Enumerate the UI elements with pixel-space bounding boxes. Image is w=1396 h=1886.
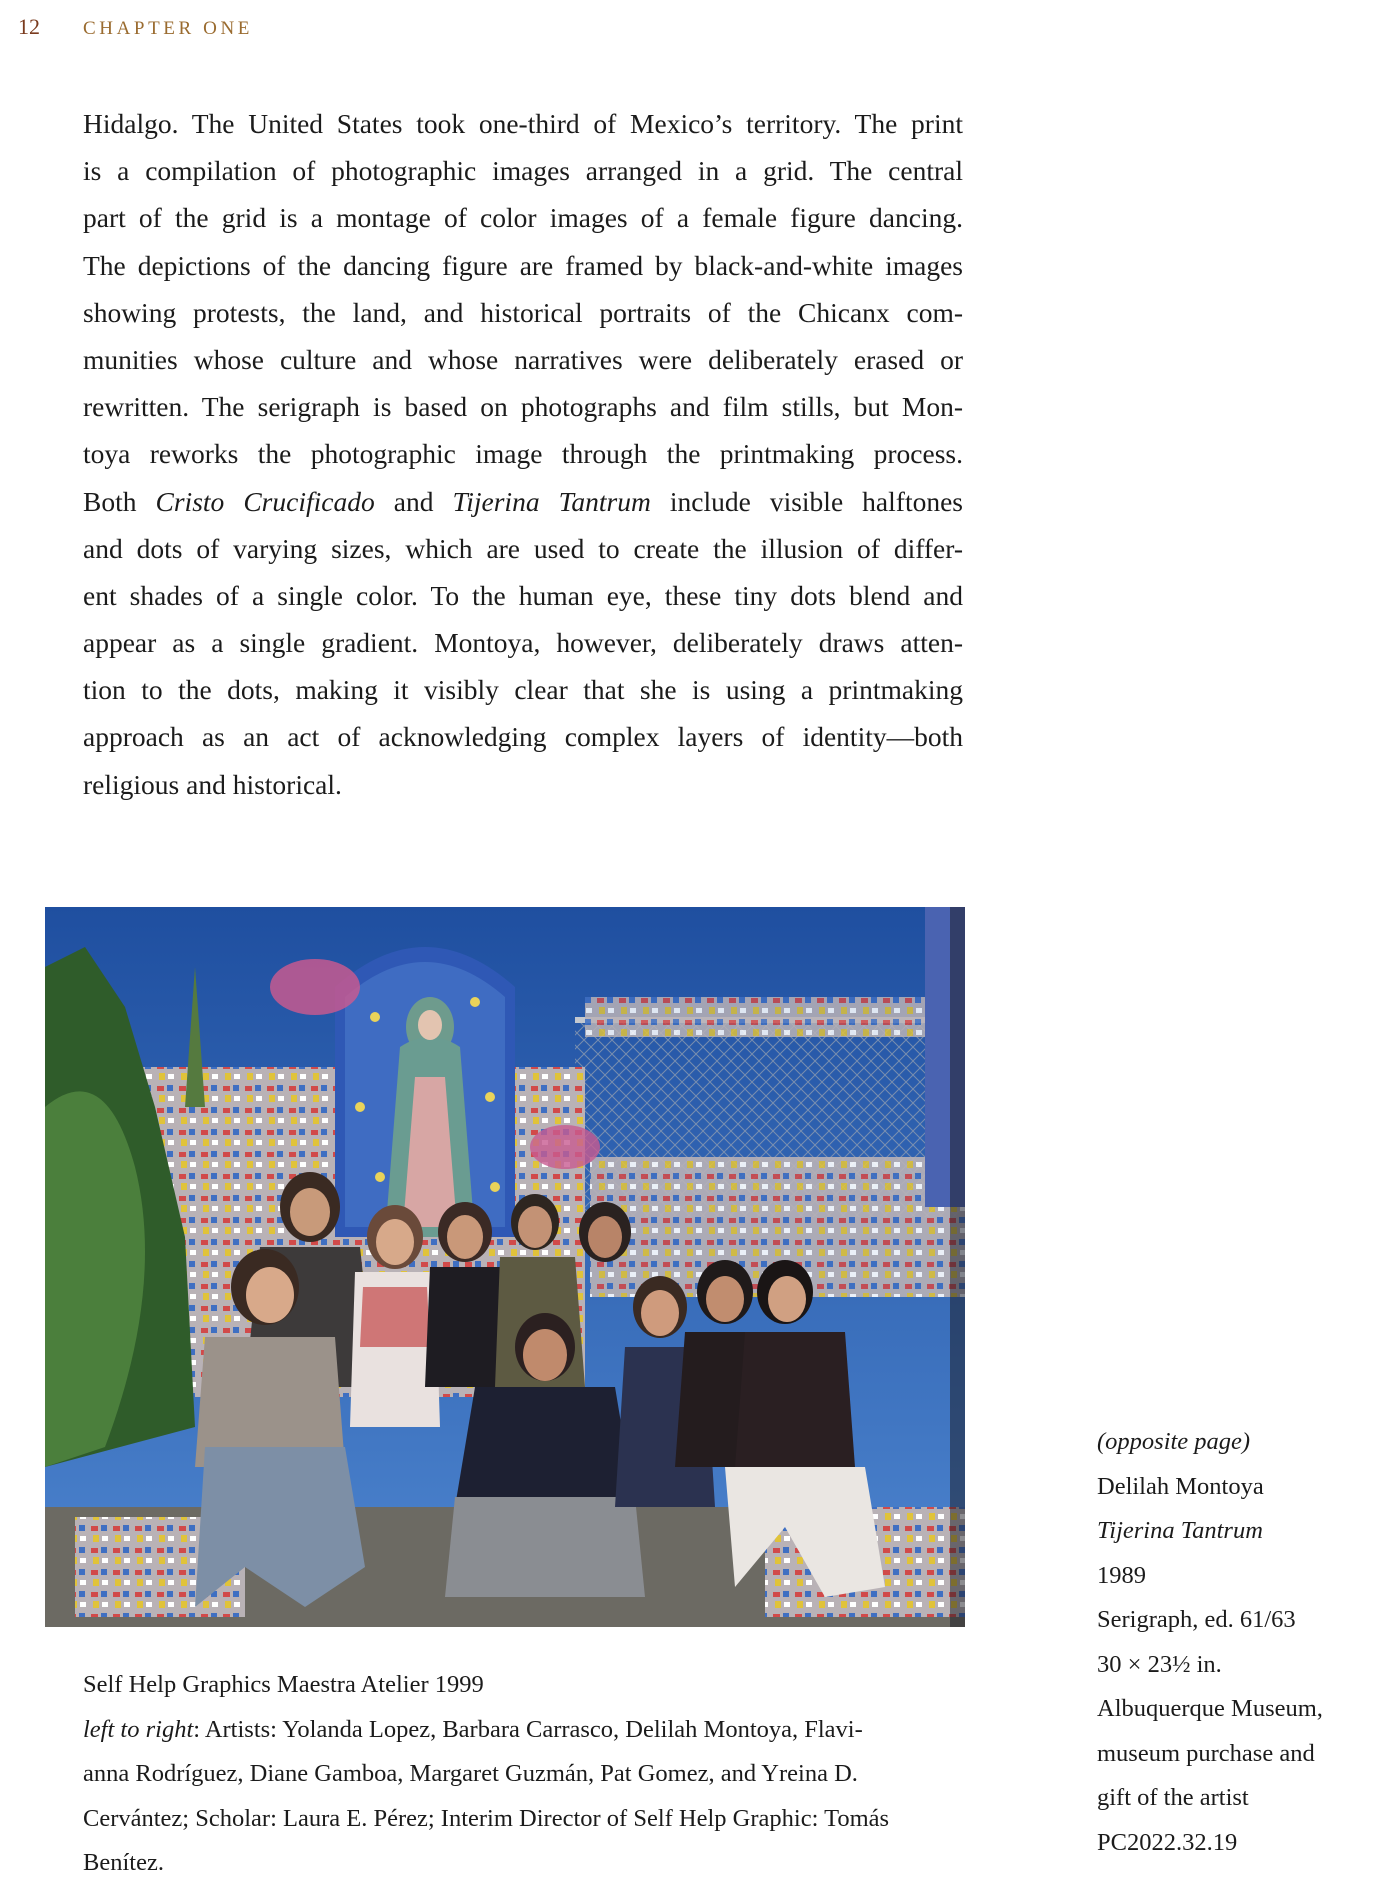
artwork-title: Cristo Crucificado — [155, 485, 375, 517]
body-line — [83, 478, 963, 525]
caption-collection: gift of the artist — [1097, 1784, 1249, 1811]
body-line: The depictions of the dancing figure are framed by black-and-white images — [83, 249, 963, 281]
caption-line: Benítez. — [83, 1849, 164, 1876]
body-line: part of the grid is a montage of color images of a female figure dancing. — [83, 202, 963, 234]
body-line: showing protests, the land, and historical portraits of the Chicanx com- — [83, 296, 963, 328]
body-line: ent shades of a single color. To the human eye, these tiny dots blend and — [83, 579, 963, 611]
running-head — [18, 14, 253, 44]
caption-collection: Albuquerque Museum, — [1097, 1695, 1323, 1722]
body-line: Hidalgo. The United States took one-third of Mexico’s territory. The print — [83, 108, 963, 139]
body-line: and dots of varying sizes, which are used to create the illusion of differ- — [83, 532, 963, 564]
artwork-title: Tijerina Tantrum — [452, 485, 651, 517]
body-line: appear as a single gradient. Montoya, however, deliberately draws atten- — [83, 627, 963, 659]
body-line: is a compilation of photographic images arranged in a grid. The central — [83, 155, 963, 187]
chapter-title: CHAPTER ONE — [83, 18, 253, 39]
caption-accession: PC2022.32.19 — [1097, 1828, 1238, 1856]
body-line: rewritten. The serigraph is based on photographs and film stills, but Mon- — [83, 391, 963, 423]
artwork-caption — [1097, 1420, 1387, 1865]
caption-line: Cervántez; Scholar: Laura E. Pérez; Interim Director of Self Help Graphic: Tomás — [83, 1804, 890, 1832]
caption-line: anna Rodríguez, Diane Gamboa, Margaret Guzmán, Pat Gomez, and Yreina D. — [83, 1760, 858, 1787]
caption-lead: left to right — [83, 1715, 194, 1743]
caption-year: 1989 — [1097, 1561, 1146, 1589]
body-line: munities whose culture and whose narratives were deliberately erased or — [83, 343, 963, 375]
group-photo — [45, 907, 965, 1627]
caption-text: : Artists: Yolanda Lopez, Barbara Carrasco, Delilah Montoya, Flavi- — [193, 1715, 863, 1743]
body-line: approach as an act of acknowledging complex layers of identity—both — [83, 721, 963, 753]
page-number: 12 — [18, 14, 40, 39]
caption-line — [83, 1708, 973, 1753]
caption-artist: Delilah Montoya — [1097, 1472, 1264, 1500]
caption-collection: museum purchase and — [1097, 1739, 1315, 1767]
body-text-segment: and — [374, 485, 453, 517]
caption-artwork-title: Tijerina Tantrum — [1097, 1517, 1263, 1544]
figure-caption — [83, 1663, 973, 1886]
body-line: tion to the dots, making it visibly clear that she is using a printmaking — [83, 674, 963, 706]
caption-title: Self Help Graphics Maestra Atelier 1999 — [83, 1671, 484, 1698]
caption-medium: Serigraph, ed. 61/63 — [1097, 1606, 1296, 1633]
body-text-segment: include visible halftones — [650, 485, 963, 517]
caption-dimensions: 30 × 23½ in. — [1097, 1650, 1222, 1678]
body-text — [83, 100, 963, 808]
body-text-segment: Both — [83, 485, 156, 517]
caption-note: (opposite page) — [1097, 1428, 1251, 1455]
body-line: toya reworks the photographic image through the printmaking process. — [83, 438, 963, 470]
body-line: religious and historical. — [83, 768, 342, 800]
